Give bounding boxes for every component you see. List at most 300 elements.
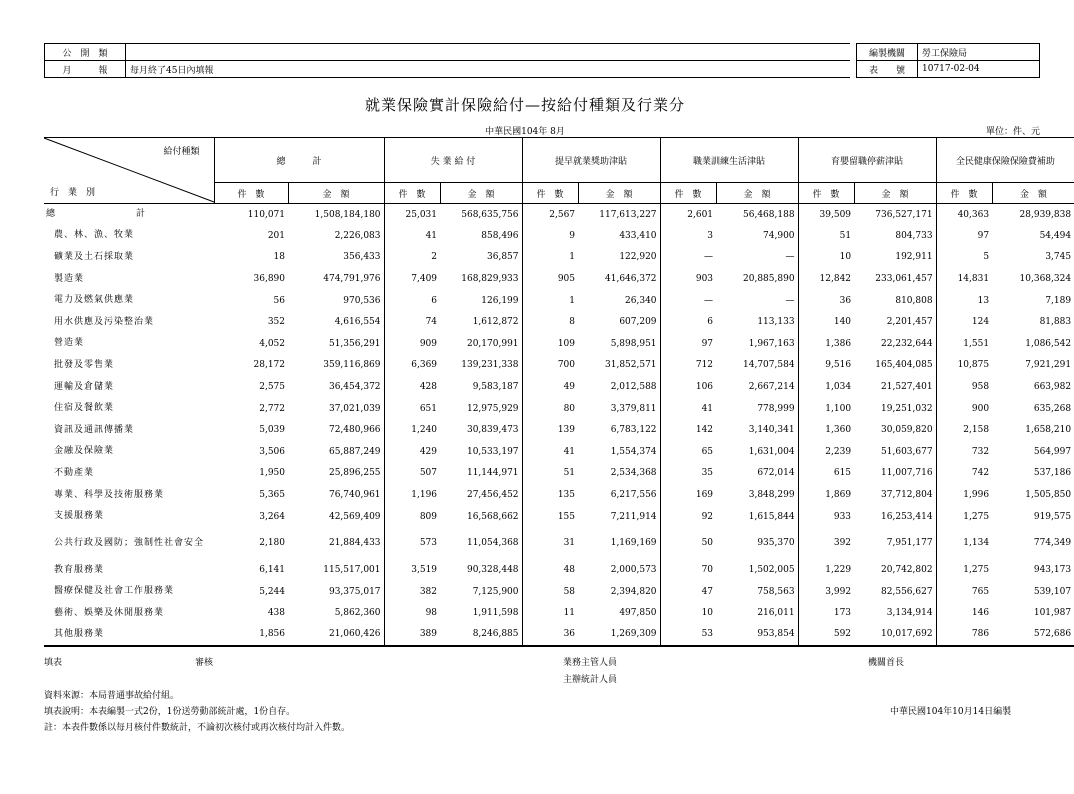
amount-cell: 36,857: [487, 252, 519, 263]
amount-cell: 165,404,085: [875, 360, 933, 371]
subheader-amount: 金 額: [440, 183, 522, 204]
industry-label: 礦業及土石採取業: [54, 251, 135, 262]
subheader-count: 件 數: [660, 183, 716, 204]
count-cell: 428: [384, 376, 440, 398]
amount-cell: 51,603,677: [881, 446, 933, 457]
amount-cell: 10,017,692: [854, 624, 936, 646]
corner-top-label: 給付種類: [163, 147, 200, 157]
amount-cell: 2,000,573: [610, 565, 657, 576]
unit-label: 單位：件、元: [985, 127, 1040, 137]
table-row: [44, 419, 1074, 441]
count-cell: —: [660, 290, 716, 312]
count-cell: 5: [936, 247, 992, 269]
group-early-employment: 提早就業獎助津貼: [522, 138, 660, 183]
count-cell: 2,180: [259, 538, 285, 549]
amount-cell: 31,852,571: [605, 360, 657, 371]
industry-label: 資訊及通訊傳播業: [54, 424, 135, 435]
amount-cell: 537,186: [1033, 468, 1072, 479]
amount-cell: 81,883: [1039, 317, 1072, 328]
group-health-insurance: 全民健康保險保險費補助: [936, 138, 1074, 183]
count-cell: 124: [936, 311, 992, 333]
table-row: [44, 290, 1074, 312]
count-cell: 592: [798, 624, 854, 646]
amount-cell: 26,340: [625, 295, 657, 306]
amount-cell: 4,616,554: [334, 317, 381, 328]
count-cell: 10: [660, 603, 716, 625]
count-cell: 1,996: [936, 484, 992, 506]
count-cell: 80: [522, 398, 578, 420]
count-cell: 41: [384, 225, 440, 247]
amount-cell: 9,583,187: [472, 382, 519, 393]
amount-cell: 3,379,811: [610, 403, 657, 414]
industry-label: 電力及燃氣供應業: [54, 295, 135, 306]
count-cell: 765: [936, 581, 992, 603]
amount-cell: 11,007,716: [881, 468, 933, 479]
count-cell: 28,172: [253, 360, 285, 371]
subheader-amount: 金 額: [854, 183, 936, 204]
amount-cell: 919,575: [1033, 511, 1072, 522]
count-cell: 65: [660, 441, 716, 463]
industry-label: 支援服務業: [54, 511, 105, 522]
count-cell: 1,034: [798, 376, 854, 398]
amount-cell: 37,021,039: [328, 403, 381, 414]
amount-cell: 7,125,900: [472, 586, 519, 597]
amount-cell: 1,508,184,180: [314, 209, 381, 220]
count-cell: 7,409: [384, 268, 440, 290]
statistician-label: 主辦統計人員: [563, 675, 618, 685]
subheader-amount: 金 額: [288, 183, 384, 204]
amount-cell: 5,862,360: [334, 608, 381, 619]
amount-cell: 122,920: [619, 252, 657, 263]
amount-cell: 11,144,971: [466, 468, 519, 479]
count-cell: 74: [384, 311, 440, 333]
count-cell: 135: [522, 484, 578, 506]
count-cell: 1,229: [798, 559, 854, 581]
count-cell: 2,239: [798, 441, 854, 463]
amount-cell: 37,712,804: [881, 490, 933, 501]
count-cell: 392: [798, 527, 854, 559]
count-cell: 732: [936, 441, 992, 463]
count-cell: 139: [522, 419, 578, 441]
table-row: [44, 463, 1074, 485]
amount-cell: 564,997: [1033, 446, 1072, 457]
compiled-date: 中華民國104年10月14日編製: [890, 707, 1012, 717]
note-source: 資料來源：本局普通事故給付組。: [44, 691, 180, 701]
count-cell: 109: [522, 333, 578, 355]
amount-cell: 7,189: [1045, 295, 1072, 306]
count-cell: 10: [798, 247, 854, 269]
amount-cell: 6,783,122: [610, 425, 657, 436]
amount-cell: 115,517,001: [323, 565, 381, 576]
amount-cell: —: [785, 252, 795, 263]
count-cell: 51: [522, 463, 578, 485]
count-cell: 36: [522, 624, 578, 646]
industry-label: 公共行政及國防；強制性社會安全: [54, 537, 205, 548]
subheader-amount: 金 額: [578, 183, 660, 204]
count-cell: 36,890: [253, 274, 285, 285]
table-row: [44, 376, 1074, 398]
amount-cell: 1,502,005: [748, 565, 795, 576]
count-cell: 13: [936, 290, 992, 312]
amount-cell: 72,480,966: [328, 425, 381, 436]
amount-cell: 810,808: [895, 295, 933, 306]
amount-cell: 3,134,914: [886, 608, 933, 619]
amount-cell: 1,554,374: [610, 446, 657, 457]
amount-cell: 1,658,210: [1025, 425, 1072, 436]
count-cell: 4,052: [259, 338, 285, 349]
amount-cell: 3,848,299: [748, 490, 795, 501]
count-cell: 909: [384, 333, 440, 355]
filler-label: 填表: [44, 658, 63, 668]
table-row: [44, 603, 1074, 625]
count-cell: 700: [522, 355, 578, 377]
amount-cell: 778,999: [757, 403, 795, 414]
count-cell: 3,264: [259, 511, 285, 522]
table-row: [44, 204, 1074, 226]
amount-cell: 27,456,452: [466, 490, 519, 501]
industry-label: 製造業: [54, 273, 85, 284]
amount-cell: 76,740,961: [328, 490, 381, 501]
count-cell: 11: [522, 603, 578, 625]
amount-cell: 233,061,457: [875, 274, 933, 285]
amount-cell: 1,911,598: [472, 608, 519, 619]
amount-cell: 935,370: [757, 538, 795, 549]
amount-cell: 2,394,820: [610, 586, 657, 597]
amount-cell: 20,742,802: [881, 565, 933, 576]
count-cell: 6,369: [384, 355, 440, 377]
count-cell: 5,039: [259, 425, 285, 436]
count-cell: 40,363: [936, 204, 992, 226]
amount-cell: 804,733: [895, 230, 933, 241]
count-cell: 438: [267, 608, 285, 619]
subheader-count: 件 數: [522, 183, 578, 204]
count-cell: 201: [267, 230, 285, 241]
header-right-box: [856, 43, 1040, 78]
count-cell: 933: [798, 506, 854, 528]
count-cell: 389: [384, 624, 440, 646]
amount-cell: 21,884,433: [328, 538, 381, 549]
amount-cell: 1,269,309: [578, 624, 660, 646]
header-left-box: [44, 43, 850, 78]
amount-cell: 14,707,584: [743, 360, 795, 371]
amount-cell: 663,982: [1033, 382, 1072, 393]
count-cell: 70: [660, 559, 716, 581]
amount-cell: 568,635,756: [461, 209, 519, 220]
count-cell: 382: [384, 581, 440, 603]
amount-cell: 192,911: [895, 252, 933, 263]
amount-cell: 10,368,324: [1019, 274, 1072, 285]
count-cell: 14,831: [936, 268, 992, 290]
count-cell: 3,519: [384, 559, 440, 581]
count-cell: 2,567: [522, 204, 578, 226]
count-cell: 10,875: [936, 355, 992, 377]
count-cell: 1,551: [936, 333, 992, 355]
subheader-count: 件 數: [936, 183, 992, 204]
subheader-count: 件 數: [384, 183, 440, 204]
amount-cell: 607,209: [619, 317, 657, 328]
count-cell: 31: [522, 527, 578, 559]
note-instruction: 填表說明：本表編製一式2份，1份送勞動部統計處，1份自存。: [44, 707, 296, 717]
table-row: [44, 506, 1074, 528]
subheader-amount: 金 額: [992, 183, 1074, 204]
count-cell: 1: [522, 290, 578, 312]
table-row: [44, 581, 1074, 603]
amount-cell: 6,217,556: [610, 490, 657, 501]
count-cell: 56: [273, 295, 285, 306]
count-cell: 1,856: [214, 624, 288, 646]
subheader-count: 件 數: [214, 183, 288, 204]
count-cell: 58: [522, 581, 578, 603]
count-cell: 2,601: [660, 204, 716, 226]
amount-cell: 943,173: [1033, 565, 1072, 576]
count-cell: 2,772: [259, 403, 285, 414]
amount-cell: 21,060,426: [288, 624, 384, 646]
amount-cell: 65,887,249: [328, 446, 381, 457]
count-cell: 2,158: [936, 419, 992, 441]
industry-label: 金融及保險業: [54, 446, 115, 457]
amount-cell: 7,921,291: [1025, 360, 1072, 371]
count-cell: 97: [936, 225, 992, 247]
amount-cell: 572,686: [992, 624, 1074, 646]
amount-cell: 21,527,401: [881, 382, 933, 393]
count-cell: 429: [384, 441, 440, 463]
amount-cell: 42,569,409: [328, 511, 381, 522]
amount-cell: 858,496: [481, 230, 519, 241]
count-cell: 3: [660, 225, 716, 247]
amount-cell: 672,014: [757, 468, 795, 479]
count-cell: 9: [522, 225, 578, 247]
amount-cell: 1,505,850: [1025, 490, 1072, 501]
amount-cell: 117,613,227: [599, 209, 657, 220]
count-cell: 5,244: [259, 586, 285, 597]
amount-cell: 2,012,588: [610, 382, 657, 393]
amount-cell: 2,201,457: [886, 317, 933, 328]
group-total: 總 計: [214, 138, 384, 183]
count-cell: 900: [936, 398, 992, 420]
count-cell: 1,275: [936, 559, 992, 581]
count-cell: 3,506: [259, 446, 285, 457]
amount-cell: 19,251,032: [881, 403, 933, 414]
agency-value: 勞工保險局: [918, 44, 1040, 61]
public-class-label: 公 開 類: [45, 44, 126, 61]
amount-cell: 74,900: [763, 230, 795, 241]
amount-cell: 774,349: [1033, 538, 1072, 549]
group-unemployment: 失 業 給 付: [384, 138, 522, 183]
count-cell: 92: [660, 506, 716, 528]
count-cell: 1,196: [384, 484, 440, 506]
amount-cell: 953,854: [716, 624, 798, 646]
industry-label: 農、林、漁、牧業: [54, 230, 135, 241]
corner-header: [44, 138, 214, 204]
amount-cell: 7,951,177: [886, 538, 933, 549]
amount-cell: 25,896,255: [328, 468, 381, 479]
amount-cell: 3,140,341: [748, 425, 795, 436]
count-cell: 809: [384, 506, 440, 528]
industry-label: 藝術、娛樂及休閒服務業: [54, 607, 165, 618]
group-vocational-training: 職業訓練生活津貼: [660, 138, 798, 183]
table-row: [44, 247, 1074, 269]
amount-cell: 30,059,820: [881, 425, 933, 436]
industry-label: 批發及零售業: [54, 359, 115, 370]
table-row: [44, 559, 1074, 581]
count-cell: 47: [660, 581, 716, 603]
count-cell: 155: [522, 506, 578, 528]
amount-cell: 1,967,163: [748, 338, 795, 349]
amount-cell: 16,253,414: [881, 511, 933, 522]
amount-cell: 56,468,188: [743, 209, 795, 220]
count-cell: 142: [660, 419, 716, 441]
count-cell: 6,141: [259, 565, 285, 576]
count-cell: 1,386: [798, 333, 854, 355]
count-cell: 1,240: [384, 419, 440, 441]
count-cell: 12,842: [798, 268, 854, 290]
table-row: [44, 311, 1074, 333]
amount-cell: 2,534,368: [610, 468, 657, 479]
amount-cell: 168,829,933: [461, 274, 519, 285]
count-cell: 2: [384, 247, 440, 269]
amount-cell: 16,568,662: [466, 511, 519, 522]
count-cell: 97: [660, 333, 716, 355]
count-cell: 110,071: [247, 209, 285, 220]
count-cell: 903: [660, 268, 716, 290]
amount-cell: 5,898,951: [610, 338, 657, 349]
count-cell: 352: [267, 317, 285, 328]
subheader-count: 件 數: [798, 183, 854, 204]
amount-cell: 36,454,372: [328, 382, 381, 393]
reviewer-label: 審核: [195, 658, 214, 668]
amount-cell: 7,211,914: [610, 511, 657, 522]
industry-label: 專業、科學及技術服務業: [54, 489, 165, 500]
count-cell: 1,950: [259, 468, 285, 479]
industry-label: 醫療保健及社會工作服務業: [54, 586, 175, 597]
table-number-label: 表 號: [857, 61, 918, 78]
table-row: [44, 398, 1074, 420]
amount-cell: 126,199: [481, 295, 519, 306]
table-row: [44, 624, 1074, 646]
count-cell: 1,275: [936, 506, 992, 528]
count-cell: 1,360: [798, 419, 854, 441]
amount-cell: 2,667,214: [748, 382, 795, 393]
amount-cell: 433,410: [619, 230, 657, 241]
amount-cell: 635,268: [1033, 403, 1072, 414]
page-title: 就業保險實計保險給付—按給付種類及行業分: [364, 96, 685, 114]
count-cell: 173: [798, 603, 854, 625]
count-cell: 958: [936, 376, 992, 398]
industry-label: 總 計: [46, 209, 147, 220]
count-cell: 169: [660, 484, 716, 506]
amount-cell: 22,232,644: [881, 338, 933, 349]
amount-cell: 10,533,197: [466, 446, 519, 457]
amount-cell: 20,885,890: [743, 274, 795, 285]
note-remark: 註：本表件數係以每月核付件數統計，不論初次核付或再次核付均計入件數。: [44, 723, 351, 733]
amount-cell: 970,536: [343, 295, 381, 306]
supervisor-label: 業務主管人員: [563, 658, 618, 668]
count-cell: 573: [384, 527, 440, 559]
count-cell: 35: [660, 463, 716, 485]
amount-cell: 497,850: [619, 608, 657, 619]
count-cell: 1,869: [798, 484, 854, 506]
industry-label: 不動產業: [54, 467, 95, 478]
amount-cell: 28,939,838: [1019, 209, 1072, 220]
table-row: [44, 355, 1074, 377]
amount-cell: 356,433: [343, 252, 381, 263]
count-cell: 25,031: [384, 204, 440, 226]
amount-cell: 54,494: [1039, 230, 1072, 241]
count-cell: 50: [660, 527, 716, 559]
count-cell: 9,516: [798, 355, 854, 377]
benefits-table: [44, 137, 1074, 647]
amount-cell: 736,527,171: [875, 209, 933, 220]
amount-cell: 82,556,627: [881, 586, 933, 597]
count-cell: 905: [522, 268, 578, 290]
industry-label: 教育服務業: [54, 564, 105, 575]
amount-cell: 51,356,291: [328, 338, 381, 349]
count-cell: 1,100: [798, 398, 854, 420]
amount-cell: —: [785, 295, 795, 306]
industry-label: 住宿及餐飲業: [54, 403, 115, 414]
count-cell: 3,992: [798, 581, 854, 603]
amount-cell: 113,133: [757, 317, 795, 328]
amount-cell: 12,975,929: [466, 403, 519, 414]
amount-cell: 41,646,372: [605, 274, 657, 285]
count-cell: 786: [936, 624, 992, 646]
table-row: [44, 225, 1074, 247]
amount-cell: 1,631,004: [748, 446, 795, 457]
count-cell: 49: [522, 376, 578, 398]
amount-cell: 1,615,844: [748, 511, 795, 522]
industry-label: 營造業: [54, 338, 85, 349]
table-row: [44, 333, 1074, 355]
count-cell: 106: [660, 376, 716, 398]
amount-cell: 1,612,872: [472, 317, 519, 328]
count-cell: 651: [384, 398, 440, 420]
subheader-amount: 金 額: [716, 183, 798, 204]
table-row: [44, 484, 1074, 506]
amount-cell: 30,839,473: [466, 425, 519, 436]
count-cell: 615: [798, 463, 854, 485]
amount-cell: 139,231,338: [461, 360, 519, 371]
count-cell: 1,134: [936, 527, 992, 559]
count-cell: 712: [660, 355, 716, 377]
amount-cell: 101,987: [1033, 608, 1072, 619]
count-cell: 742: [936, 463, 992, 485]
amount-cell: 1,086,542: [1025, 338, 1072, 349]
count-cell: 146: [936, 603, 992, 625]
amount-cell: 20,170,991: [466, 338, 519, 349]
amount-cell: 8,246,885: [440, 624, 522, 646]
amount-cell: 1,169,169: [610, 538, 657, 549]
count-cell: 36: [798, 290, 854, 312]
count-cell: 6: [660, 311, 716, 333]
group-parental-leave: 育嬰留職停薪津貼: [798, 138, 936, 183]
count-cell: 48: [522, 559, 578, 581]
count-cell: —: [660, 247, 716, 269]
count-cell: 51: [798, 225, 854, 247]
count-cell: 98: [384, 603, 440, 625]
count-cell: 41: [522, 441, 578, 463]
count-cell: 140: [798, 311, 854, 333]
count-cell: 2,575: [259, 382, 285, 393]
count-cell: 8: [522, 311, 578, 333]
count-cell: 6: [384, 290, 440, 312]
amount-cell: 539,107: [1033, 586, 1072, 597]
industry-label: 運輸及倉儲業: [54, 381, 115, 392]
count-cell: 5,365: [259, 490, 285, 501]
count-cell: 1: [522, 247, 578, 269]
count-cell: 18: [273, 252, 285, 263]
table-row: [44, 441, 1074, 463]
report-deadline: 每月終了45日內填報: [126, 61, 851, 78]
